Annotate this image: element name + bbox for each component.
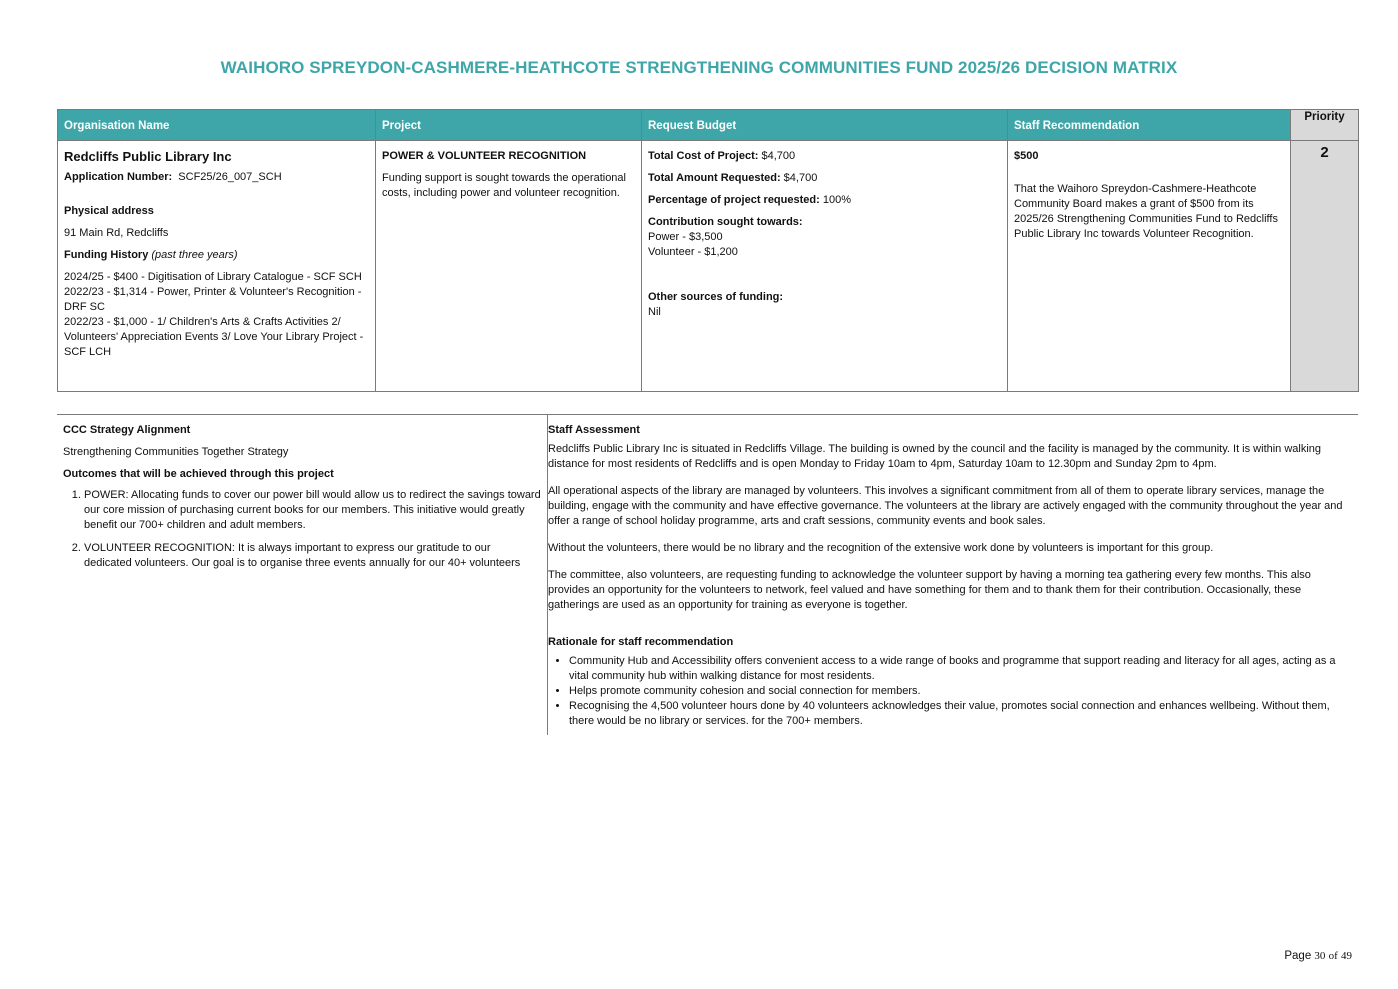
recommendation-text: That the Waihoro Spreydon-Cashmere-Heathcote Community Board makes a grant of $500 from its 2025/26 Strengthening Communities Fund to Redcliffs Public Library Inc towards Volunteer Recognition.	[1014, 183, 1278, 240]
header-request-budget: Request Budget	[642, 110, 1008, 141]
project-cell	[376, 141, 642, 392]
list-item: 2022/23 - $1,000 - 1/ Children's Arts & Crafts Activities 2/ Volunteers' Appreciation Events 3/ Love Your Library Project - SCF LCH	[64, 316, 364, 358]
table-row	[58, 141, 1359, 392]
priority-value: 2	[1291, 141, 1359, 392]
list-item: 2022/23 - $1,314 - Power, Printer & Volunteer's Recognition - DRF SC	[64, 286, 362, 313]
assessment-paragraph: Without the volunteers, there would be no library and the recognition of the extensive work done by volunteers is important for this group.	[548, 542, 1214, 554]
project-title: POWER & VOLUNTEER RECOGNITION	[382, 150, 587, 162]
table-header-row	[58, 110, 1359, 141]
application-number-label: Application Number:	[64, 171, 173, 183]
total-cost	[648, 149, 1001, 164]
contribution-label: Contribution sought towards:	[648, 216, 803, 228]
other-sources-label: Other sources of funding:	[648, 291, 784, 303]
application-number-value: SCF25/26_007_SCH	[178, 171, 282, 183]
funding-history-heading	[64, 248, 369, 263]
total-requested-label: Total Amount Requested:	[648, 172, 781, 184]
organisation-name: Redcliffs Public Library Inc	[64, 149, 232, 164]
list-item: 2. VOLUNTEER RECOGNITION: It is always important to express our gratitude to our dedicated volunteers. Our goal is to organise three events annually for our 40+ volunteers	[84, 541, 541, 571]
list-item: • Helps promote community cohesion and social connection for members.	[569, 684, 1352, 699]
assessment-paragraph: The committee, also volunteers, are requesting funding to acknowledge the volunteer support by having a morning tea gathering every few months. This also provides an opportunity for the volunteers to network, feel valued and have something for them and to thank them for their contribution. Occasionally, these gatherings are used as an opportunity for training as everyone is together.	[548, 569, 1311, 611]
page-label: Page	[1284, 950, 1312, 962]
staff-assessment-column	[542, 415, 1358, 729]
rationale-heading: Rationale for staff recommendation	[548, 636, 734, 648]
assessment-paragraph: All operational aspects of the library are managed by volunteers. This involves a significant commitment from all of them to operate library services, manage the building, engage with the community and have effective governance. The volunteers at the library are actively engaged with the community throughout the year and offer a range of school holiday programme, arts and craft sessions, community events and book sales.	[548, 485, 1343, 527]
total-requested	[648, 171, 1001, 186]
total-cost-label: Total Cost of Project:	[648, 150, 759, 162]
percentage-label: Percentage of project requested:	[648, 194, 820, 206]
header-priority: Priority	[1291, 110, 1359, 141]
budget-cell	[642, 141, 1008, 392]
strategy-alignment-heading: CCC Strategy Alignment	[63, 424, 191, 436]
page-total: 49	[1341, 950, 1352, 962]
percentage-value: 100%	[822, 194, 851, 206]
list-item: • Community Hub and Accessibility offers convenient access to a wide range of books and programme that support reading and literacy for all ages, acting as a vital community hub within walking distance for most residents.	[569, 654, 1352, 684]
total-requested-value: $4,700	[783, 172, 818, 184]
list-item: • Recognising the 4,500 volunteer hours done by 40 volunteers acknowledges their value, promotes social connection and enhances wellbeing. Without them, there would be no library or services. for the 700+ members.	[569, 699, 1352, 729]
contribution-item-volunteer: Volunteer - $1,200	[648, 246, 738, 258]
list-item: 2024/25 - $400 - Digitisation of Library Catalogue - SCF SCH	[64, 271, 362, 283]
page-number	[1262, 950, 1352, 962]
decision-matrix-table	[57, 109, 1359, 392]
recommendation-amount: $500	[1014, 150, 1039, 162]
list-item: 1. POWER: Allocating funds to cover our power bill would allow us to redirect the savings toward our core mission of purchasing current books for our members. This initiative would greatly benefit our 700+ children and adult members.	[84, 488, 541, 533]
percentage-requested	[648, 193, 1001, 208]
recommendation-cell	[1008, 141, 1291, 392]
strategy-name: Strengthening Communities Together Strategy	[63, 446, 289, 458]
strategy-alignment-column	[57, 415, 548, 735]
assessment-paragraph: Redcliffs Public Library Inc is situated in Redcliffs Village. The building is owned by the council and the facility is managed by the community. It is within walking distance for most residents of Redcliffs and is open Monday to Friday 10am to 4pm, Saturday 10am to 12.30pm and Sunday 2pm to 4pm.	[548, 443, 1322, 470]
organisation-cell	[58, 141, 376, 392]
application-number	[64, 170, 369, 185]
header-organisation-name: Organisation Name	[58, 110, 376, 141]
outcomes-list	[63, 488, 541, 571]
project-description: Funding support is sought towards the operational costs, including power and volunteer recognition.	[382, 172, 626, 199]
total-cost-value: $4,700	[761, 150, 796, 162]
header-staff-recommendation: Staff Recommendation	[1008, 110, 1291, 141]
staff-assessment-heading: Staff Assessment	[548, 424, 640, 436]
other-sources-value: Nil	[648, 306, 661, 318]
page-title: WAIHORO SPREYDON-CASHMERE-HEATHCOTE STRENGTHENING COMMUNITIES FUND 2025/26 DECISION MATRIX	[220, 58, 1178, 77]
funding-history-note: (past three years)	[151, 249, 238, 261]
rationale-list	[548, 654, 1352, 729]
funding-history-list	[64, 270, 369, 360]
page-current: 30	[1314, 950, 1326, 962]
physical-address: 91 Main Rd, Redcliffs	[64, 227, 169, 239]
outcomes-heading: Outcomes that will be achieved through this project	[63, 468, 334, 480]
funding-history-label: Funding History	[64, 249, 149, 261]
page-of: of	[1328, 950, 1338, 962]
header-project: Project	[376, 110, 642, 141]
physical-address-label: Physical address	[64, 205, 154, 217]
assessment-section	[57, 414, 1358, 735]
contribution-item-power: Power - $3,500	[648, 231, 723, 243]
